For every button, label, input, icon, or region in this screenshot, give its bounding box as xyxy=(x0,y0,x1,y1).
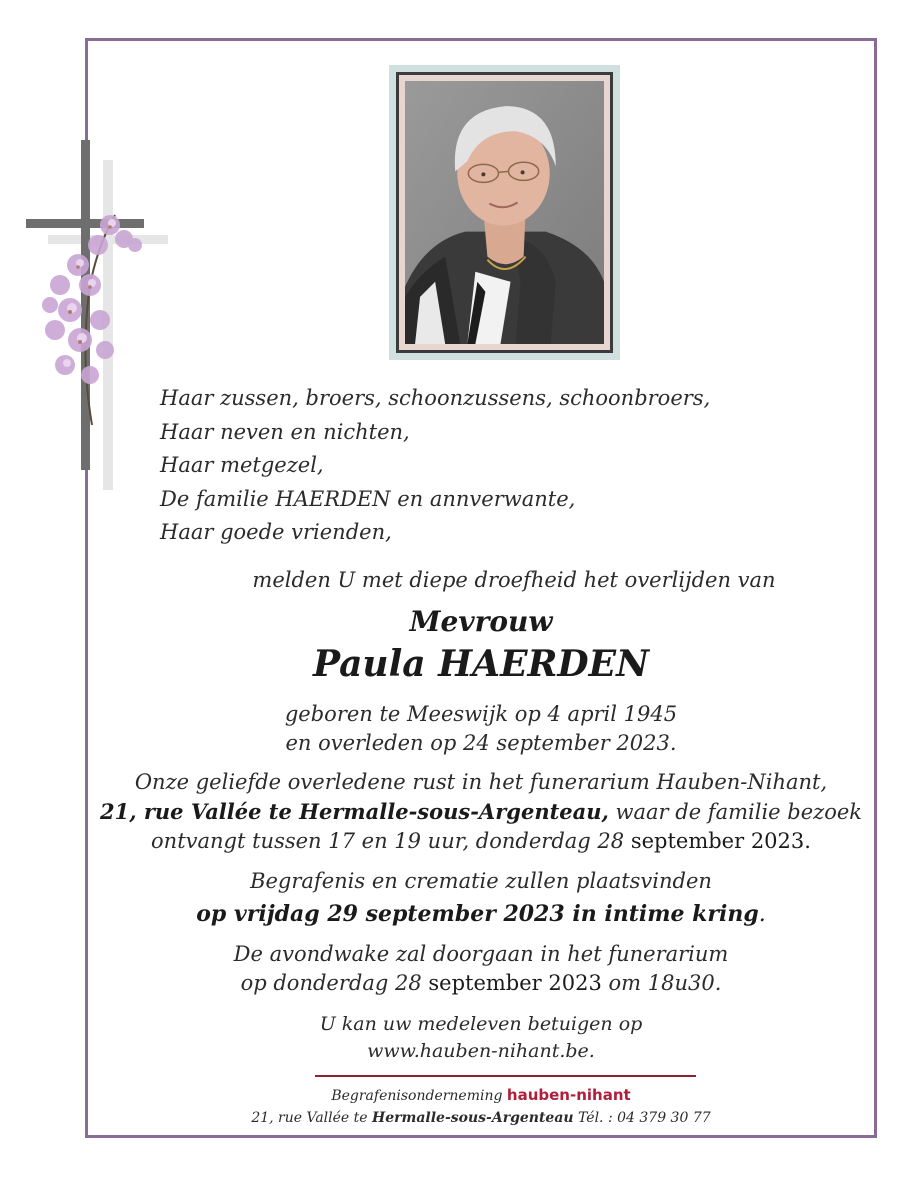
portrait-frame xyxy=(389,65,620,360)
funeral-line-1: Begrafenis en crematie zullen plaatsvinden xyxy=(250,869,712,893)
family-list xyxy=(160,382,710,550)
rest-date: september 2023. xyxy=(630,829,811,853)
wake-line-2a: op donderdag 28 xyxy=(240,971,429,995)
wake-line-2b: om 18u30. xyxy=(601,971,722,995)
condolence-line-1: U kan uw medeleven betuigen op xyxy=(319,1013,643,1035)
footer-address-b: Tél. : 04 379 30 77 xyxy=(573,1110,711,1126)
family-line: Haar zussen, broers, schoonzussens, schoonbroers, xyxy=(160,386,711,410)
family-line: Haar goede vrienden, xyxy=(160,520,392,544)
rest-line-2 xyxy=(85,799,877,824)
rest-line-3-text: ontvangt tussen 17 en 19 uur, donderdag 28 xyxy=(151,829,631,853)
wake-line-1: De avondwake zal doorgaan in het funerarium xyxy=(233,942,729,966)
birth-line: geboren te Meeswijk op 4 april 1945 xyxy=(284,702,678,726)
family-line: Haar neven en nichten, xyxy=(160,419,410,444)
brand-logo: hauben-nihant xyxy=(506,1086,631,1104)
footer-line-1 xyxy=(85,1086,877,1104)
family-line: De familie HAERDEN en annverwante, xyxy=(160,486,576,511)
announcement-text: melden U met diepe droefheid het overlijden van xyxy=(252,568,776,592)
rest-line-2-text: waar de familie bezoek xyxy=(608,800,862,824)
death-line: en overleden op 24 september 2023. xyxy=(285,731,677,755)
rest-line-3 xyxy=(85,829,877,853)
wake-date: september 2023 xyxy=(428,971,602,995)
footer-label: Begrafenisonderneming xyxy=(331,1088,507,1104)
funeral-line-2 xyxy=(85,901,877,927)
footer-divider xyxy=(315,1075,696,1077)
footer-town: Hermalle-sous-Argenteau xyxy=(372,1110,574,1126)
salutation: Mevrouw xyxy=(409,605,553,638)
funeral-period: . xyxy=(758,902,766,927)
funeral-date: op vrijdag 29 september 2023 in intime kring xyxy=(196,901,759,927)
rest-address: 21, rue Vallée te Hermalle-sous-Argenteau, xyxy=(99,799,609,824)
family-line: Haar metgezel, xyxy=(160,453,324,477)
condolence-link[interactable]: www.hauben-nihant.be. xyxy=(367,1040,595,1062)
wake-line-2 xyxy=(85,971,877,995)
cross-with-orchids-icon xyxy=(20,135,180,495)
portrait-photo xyxy=(405,81,604,344)
rest-line-1: Onze geliefde overledene rust in het funerarium Hauben-Nihant, xyxy=(134,770,828,794)
footer-address-a: 21, rue Vallée te xyxy=(251,1110,373,1126)
deceased-name: Paula HAERDEN xyxy=(312,643,649,685)
footer-line-2 xyxy=(85,1110,877,1126)
